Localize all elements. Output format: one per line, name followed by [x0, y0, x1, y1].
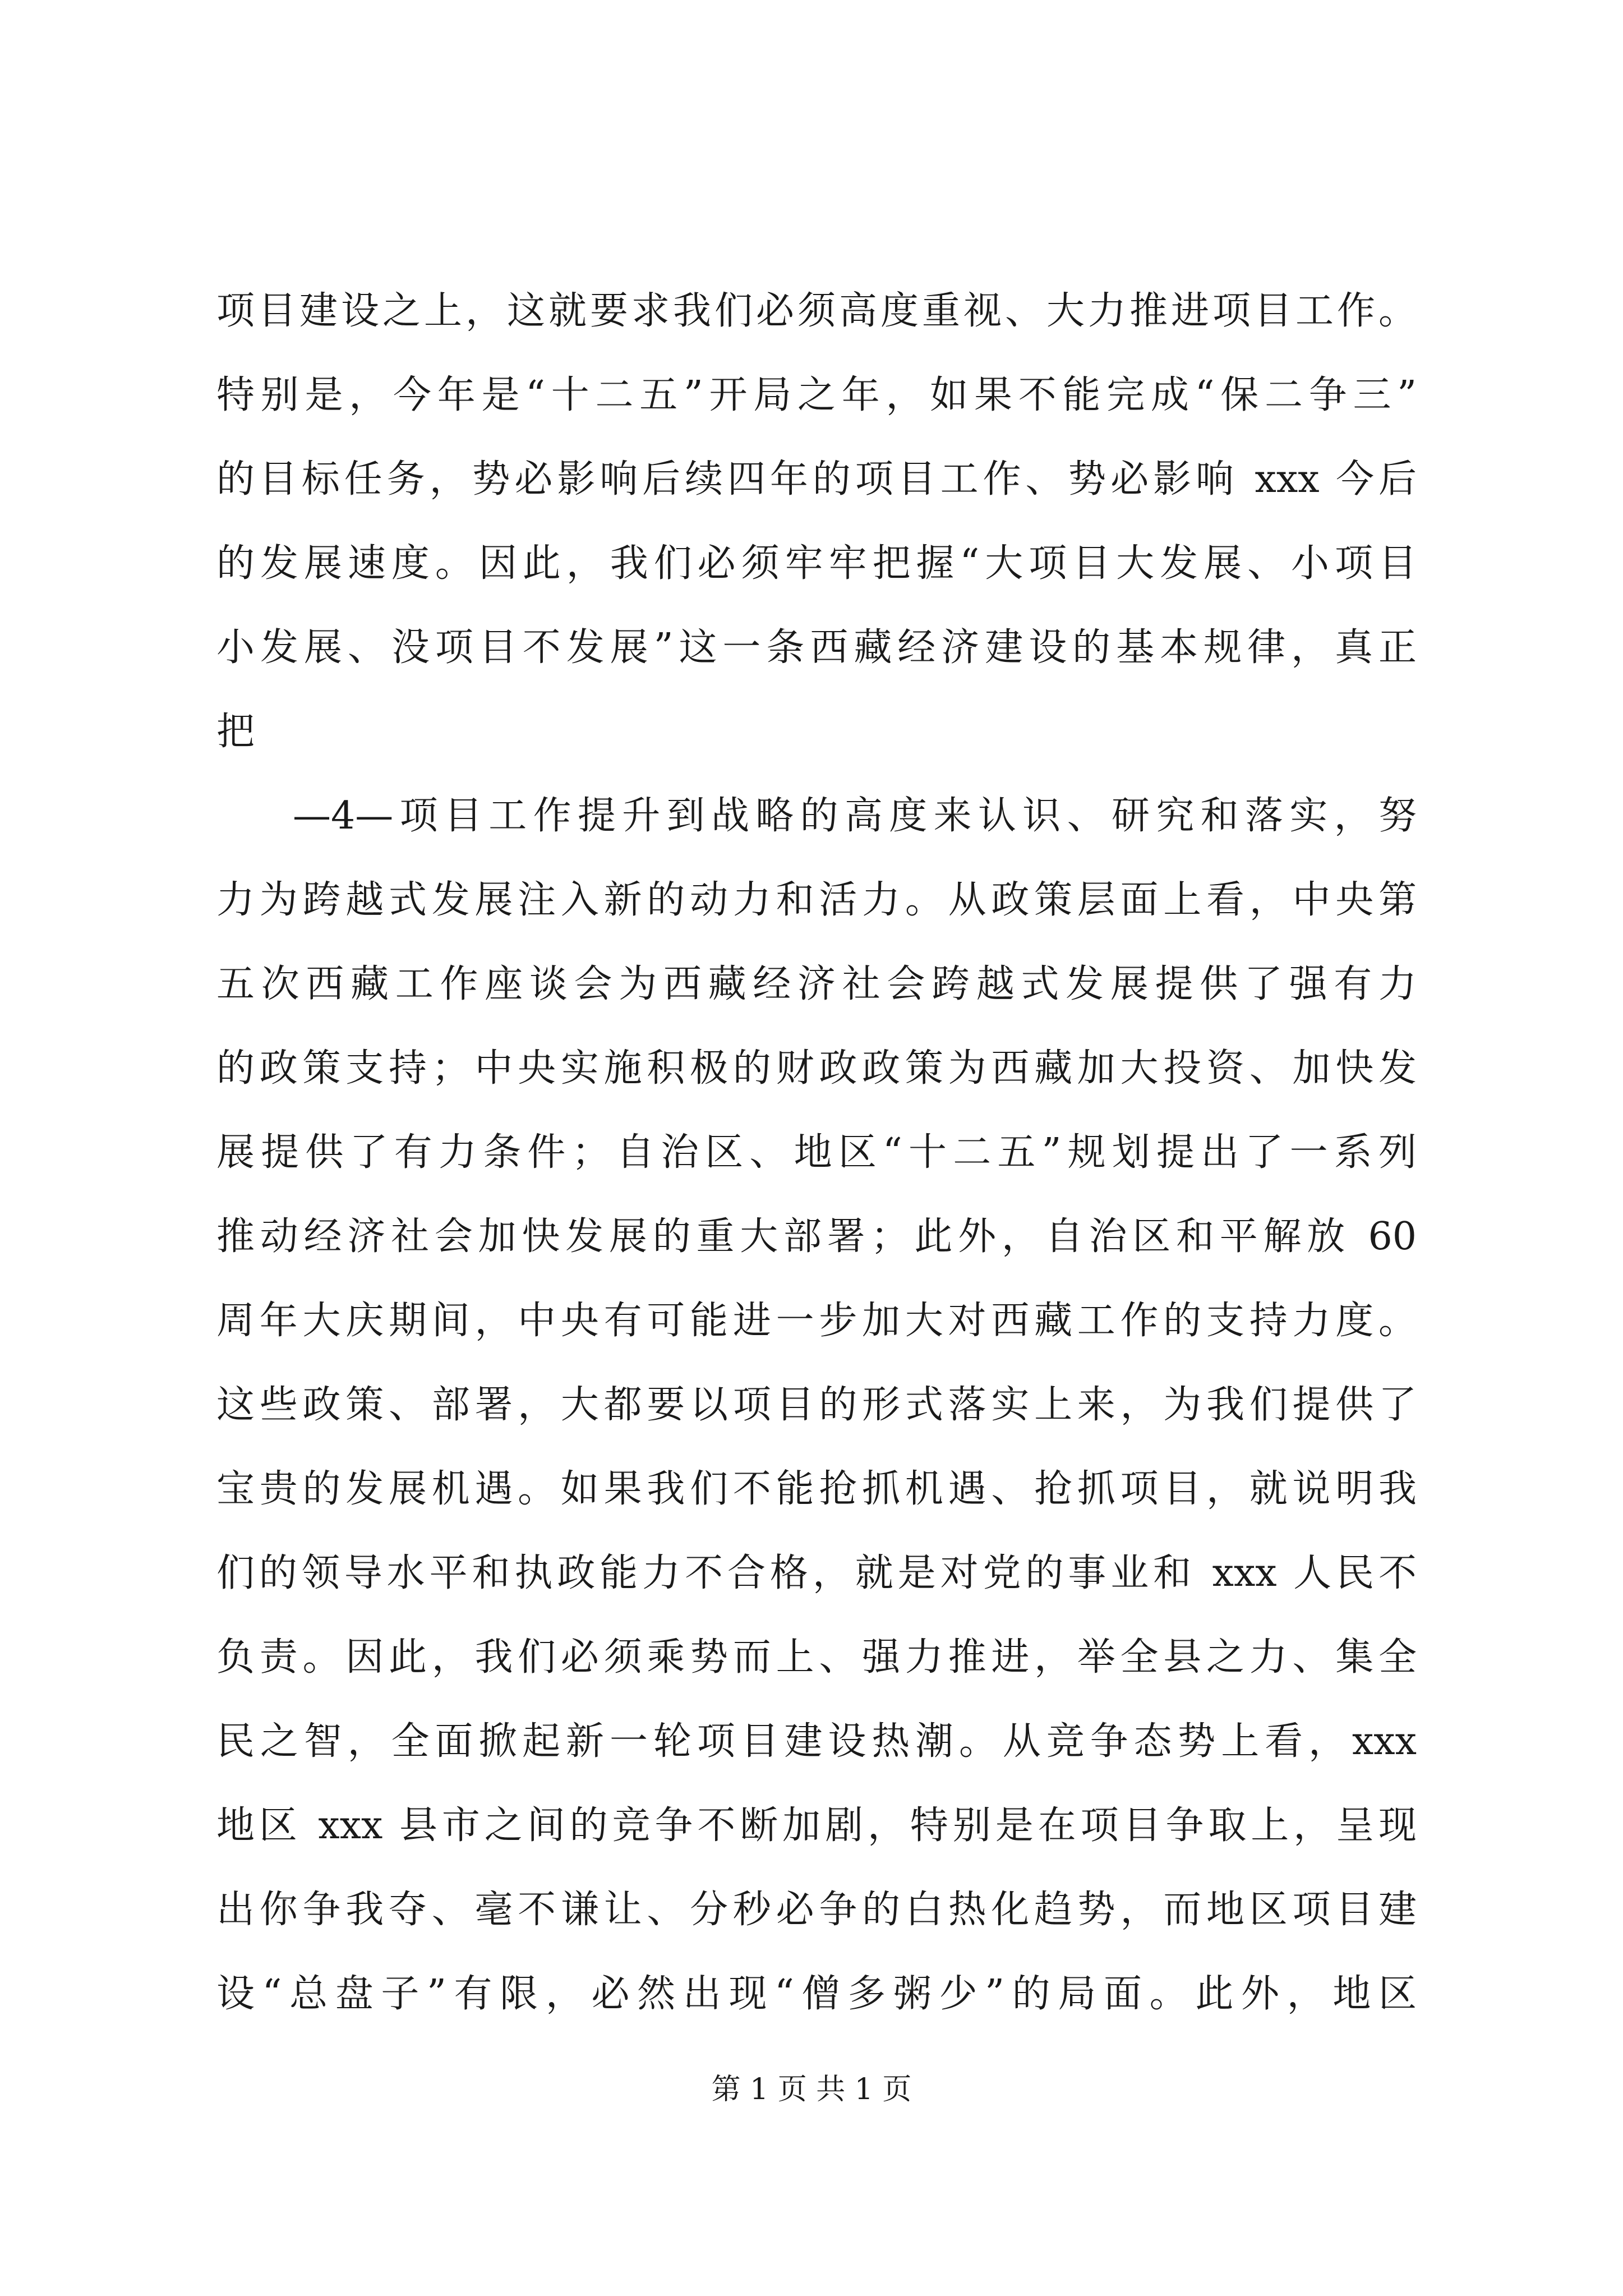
text-line: 把: [216, 710, 255, 754]
text-line: 五次西藏工作座谈会为西藏经济社会跨越式发展提供了强有力: [216, 962, 1417, 1006]
text-line: 特别是，今年是“十二五”开局之年，如果不能完成“保二争三”: [216, 373, 1417, 417]
text-line: 地区 xxx 县市之间的竞争不断加剧，特别是在项目争取上，呈现: [216, 1803, 1417, 1848]
text-line: 宝贵的发展机遇。如果我们不能抢抓机遇、抢抓项目，就说明我: [216, 1467, 1417, 1511]
text-line: 项目建设之上，这就要求我们必须高度重视、大力推进项目工作。: [216, 289, 1417, 333]
text-line: 展提供了有力条件；自治区、地区“十二五”规划提出了一系列: [216, 1130, 1417, 1175]
text-line: 的发展速度。因此，我们必须牢牢把握“大项目大发展、小项目: [216, 541, 1417, 586]
page-footer: 第 1 页 共 1 页: [711, 2073, 912, 2106]
text-line: 力为跨越式发展注入新的动力和活力。从政策层面上看，中央第: [216, 878, 1417, 922]
text-line: 们的领导水平和执政能力不合格，就是对党的事业和 xxx 人民不: [216, 1551, 1417, 1595]
text-line: 这些政策、部署，大都要以项目的形式落实上来，为我们提供了: [216, 1383, 1417, 1427]
text-line: 设“总盘子”有限，必然出现“僧多粥少”的局面。此外，地区: [216, 1972, 1417, 2016]
text-line: 负责。因此，我们必须乘势而上、强力推进，举全县之力、集全: [216, 1635, 1417, 1680]
text-line: 出你争我夺、毫不谦让、分秒必争的白热化趋势，而地区项目建: [216, 1888, 1417, 1932]
text-line: 的政策支持；中央实施积极的财政政策为西藏加大投资、加快发: [216, 1046, 1417, 1091]
text-line: 推动经济社会加快发展的重大部署；此外，自治区和平解放 60: [216, 1214, 1417, 1259]
text-line: —4—项目工作提升到战略的高度来认识、研究和落实，努: [293, 794, 1417, 838]
text-line: 小发展、没项目不发展”这一条西藏经济建设的基本规律，真正: [216, 625, 1417, 670]
text-line: 民之智，全面掀起新一轮项目建设热潮。从竞争态势上看，xxx: [216, 1719, 1417, 1764]
text-line: 周年大庆期间，中央有可能进一步加大对西藏工作的支持力度。: [216, 1299, 1417, 1343]
body-text: [216, 269, 1417, 2036]
text-line: 的目标任务，势必影响后续四年的项目工作、势必影响 xxx 今后: [216, 457, 1417, 501]
